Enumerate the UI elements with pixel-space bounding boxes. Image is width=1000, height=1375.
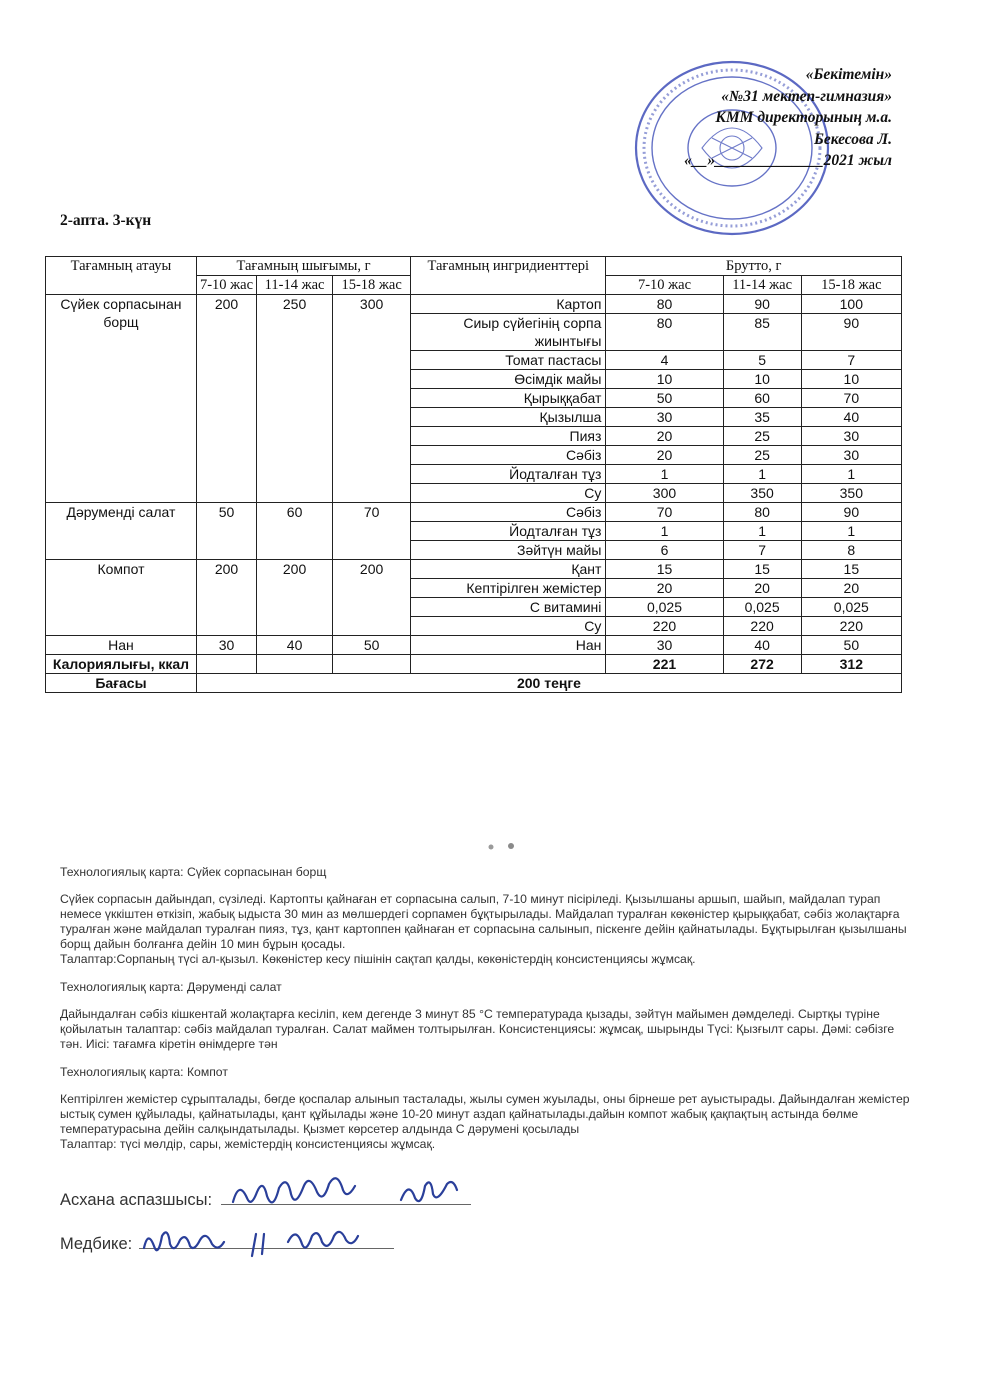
ingredient-brutto: 350 <box>723 484 801 503</box>
ingredient-brutto: 50 <box>606 389 723 408</box>
ingredient-brutto: 4 <box>606 351 723 370</box>
header-ingredients: Тағамның ингридиенттері <box>411 257 606 295</box>
table-row <box>46 636 902 655</box>
ingredient-brutto: 1 <box>606 465 723 484</box>
ingredient-brutto: 1 <box>723 465 801 484</box>
ingredient-brutto: 15 <box>801 560 901 579</box>
ingredient-brutto: 25 <box>723 427 801 446</box>
scan-dots <box>485 840 525 854</box>
tech-card-requirements: Талаптар: түсі мөлдір, сары, жемістердің консистенциясы жұмсақ. <box>60 1137 436 1151</box>
ingredient-brutto: 220 <box>606 617 723 636</box>
ingredient-name: Нан <box>411 636 606 655</box>
ingredient-name: Томат пастасы <box>411 351 606 370</box>
ingredient-brutto: 350 <box>801 484 901 503</box>
ingredient-brutto: 300 <box>606 484 723 503</box>
ingredient-brutto: 10 <box>801 370 901 389</box>
dish-output: 70 <box>333 503 411 560</box>
dish-name: Сүйек сорпасынан борщ <box>46 295 197 503</box>
header-output: Тағамның шығымы, г <box>196 257 410 276</box>
cook-signature <box>225 1170 495 1220</box>
ingredient-brutto: 40 <box>801 408 901 427</box>
ingredient-name: Йодталған тұз <box>411 522 606 541</box>
table-row <box>46 503 902 522</box>
ingredient-brutto: 70 <box>606 503 723 522</box>
header-age: 7-10 жас <box>196 276 256 295</box>
dish-output: 200 <box>257 560 333 636</box>
ingredient-brutto: 20 <box>606 579 723 598</box>
header-age: 15-18 жас <box>801 276 901 295</box>
calories-value: 221 <box>606 655 723 674</box>
empty-cell <box>411 655 606 674</box>
dish-output: 40 <box>257 636 333 655</box>
ingredient-brutto: 40 <box>723 636 801 655</box>
ingredient-brutto: 90 <box>801 503 901 522</box>
ingredient-name: Сәбіз <box>411 503 606 522</box>
approval-block <box>684 64 892 172</box>
ingredient-name: Қырыққабат <box>411 389 606 408</box>
ingredient-name: Сиыр сүйегінің сорпа жиынтығы <box>411 314 606 351</box>
tech-card-body: Дайындалған сәбіз кішкентай жолақтарға кесіліп, кем дегенде 3 минут 85 °С температурада қызады, зәйтүн майымен дәмделеді. Сыртқы түріне қойылатын талаптар: сәбіз майдалап туралған. Салат маймен толтырылған. Консистенциясы: жұмсақ, шырынды Түсі: Қызғылт сары. Дәмі: сәбізге тән. Иісі: тағамға кіретін өнімдерге тән <box>60 1007 895 1051</box>
ingredient-brutto: 8 <box>801 541 901 560</box>
tech-card-body: Кептірілген жемістер сұрыпталады, бөгде қоспалар алынып тасталады, жылы сумен жуылады, оны бірнеше рет ауыстырады. Дайындалған жемістер ыстық сумен құйылады, қайнатылады, қант құйылады және 10-20 минут аздап қайнатылады.дайын компот жабық қақпақтың астында бөлме температурасына дейін салқындатылады. Қызмет көрсетер алдында С дәрумені қосылады <box>60 1092 910 1136</box>
ingredient-brutto: 80 <box>606 314 723 351</box>
dish-output: 250 <box>257 295 333 503</box>
menu-table <box>45 256 902 693</box>
ingredient-brutto: 50 <box>801 636 901 655</box>
approval-line-2: «№31 мектеп-гимназия» <box>721 87 892 105</box>
price-label: Бағасы <box>46 674 197 693</box>
ingredient-name: Су <box>411 484 606 503</box>
calories-row <box>46 655 902 674</box>
ingredient-brutto: 100 <box>801 295 901 314</box>
ingredient-brutto: 5 <box>723 351 801 370</box>
tech-card-body: Сүйек сорпасын дайындап, сүзіледі. Картопты қайнаған ет сорпасына салып, 7-10 минут пісіріледі. Қызылшаны аршып, шайып, майдалап турап немесе үккіштен өткізіп, жабық ыдыста 30 мин аз мөлшердегі сорпамен бұқтырылады. Майдалап туралған көкөністер қырыққабат, сәбіз жолақтарға туралған және майдалап туралған пияз, тұз, қант картоппен қайнаған ет сорпасына салынып, піскенге дейін қайнатылады. Бұқтырылған қызылшаны борщ дайын болғанға дейін 10 мин бұрын қосады. <box>60 892 907 951</box>
ingredient-brutto: 220 <box>801 617 901 636</box>
ingredient-name: Су <box>411 617 606 636</box>
ingredient-name: Сәбіз <box>411 446 606 465</box>
ingredient-brutto: 1 <box>606 522 723 541</box>
ingredient-brutto: 85 <box>723 314 801 351</box>
empty-cell <box>196 655 256 674</box>
calories-value: 272 <box>723 655 801 674</box>
ingredient-brutto: 25 <box>723 446 801 465</box>
menu-body <box>46 295 902 693</box>
dish-output: 300 <box>333 295 411 503</box>
table-row <box>46 560 902 579</box>
ingredient-brutto: 60 <box>723 389 801 408</box>
ingredient-brutto: 7 <box>801 351 901 370</box>
header-age: 11-14 жас <box>257 276 333 295</box>
ingredient-brutto: 7 <box>723 541 801 560</box>
header-row-1 <box>46 257 902 276</box>
dish-output: 50 <box>196 503 256 560</box>
ingredient-brutto: 30 <box>801 427 901 446</box>
tech-card-title: Технологиялық карта: Компот <box>60 1065 228 1079</box>
ingredient-brutto: 10 <box>606 370 723 389</box>
ingredient-brutto: 90 <box>801 314 901 351</box>
ingredient-brutto: 10 <box>723 370 801 389</box>
ingredient-brutto: 15 <box>723 560 801 579</box>
header-age: 11-14 жас <box>723 276 801 295</box>
ingredient-brutto: 0,025 <box>723 598 801 617</box>
cook-label: Асхана аспазшысы: <box>60 1191 213 1209</box>
tech-card-requirements: Талаптар:Сорпаның түсі ал-қызыл. Көкөністер кесу пішінін сақтап қалды, көкөністердің консистенциясы жұмсақ. <box>60 952 696 966</box>
ingredient-brutto: 30 <box>606 408 723 427</box>
ingredient-name: С витамині <box>411 598 606 617</box>
dish-name: Компот <box>46 560 197 636</box>
header-age: 7-10 жас <box>606 276 723 295</box>
approval-line-3: КММ директорының м.а. <box>715 109 892 126</box>
ingredient-brutto: 20 <box>606 427 723 446</box>
ingredient-brutto: 20 <box>606 446 723 465</box>
price-value: 200 теңге <box>196 674 901 693</box>
ingredient-name: Картоп <box>411 295 606 314</box>
dish-output: 30 <box>196 636 256 655</box>
dish-output: 60 <box>257 503 333 560</box>
ingredient-name: Йодталған тұз <box>411 465 606 484</box>
ingredient-brutto: 30 <box>606 636 723 655</box>
ingredient-brutto: 0,025 <box>801 598 901 617</box>
dish-output: 200 <box>196 560 256 636</box>
table-row <box>46 295 902 314</box>
ingredient-brutto: 6 <box>606 541 723 560</box>
price-row <box>46 674 902 693</box>
ingredient-name: Қант <box>411 560 606 579</box>
ingredient-name: Кептірілген жемістер <box>411 579 606 598</box>
ingredient-name: Өсімдік майы <box>411 370 606 389</box>
dish-output: 50 <box>333 636 411 655</box>
ingredient-brutto: 1 <box>801 522 901 541</box>
ingredient-name: Зәйтүн майы <box>411 541 606 560</box>
ingredient-brutto: 20 <box>723 579 801 598</box>
ingredient-brutto: 0,025 <box>606 598 723 617</box>
dish-name: Дәруменді салат <box>46 503 197 560</box>
header-dish-name: Тағамның атауы <box>46 257 197 295</box>
empty-cell <box>257 655 333 674</box>
ingredient-brutto: 220 <box>723 617 801 636</box>
ingredient-brutto: 20 <box>801 579 901 598</box>
nurse-label: Медбике: <box>60 1235 133 1253</box>
tech-card-title: Технологиялық карта: Дәруменді салат <box>60 980 282 994</box>
empty-cell <box>333 655 411 674</box>
ingredient-brutto: 80 <box>606 295 723 314</box>
tech-cards <box>60 865 910 1165</box>
ingredient-name: Пияз <box>411 427 606 446</box>
ingredient-brutto: 70 <box>801 389 901 408</box>
calories-label: Калориялығы, ккал <box>46 655 197 674</box>
approval-line-1: «Бекітемін» <box>805 66 892 83</box>
header-age: 15-18 жас <box>333 276 411 295</box>
ingredient-brutto: 90 <box>723 295 801 314</box>
header-brutto: Брутто, г <box>606 257 902 276</box>
dish-name: Нан <box>46 636 197 655</box>
ingredient-name: Қызылша <box>411 408 606 427</box>
nurse-signature <box>138 1222 408 1266</box>
approval-line-5: «__»______________2021 жыл <box>684 152 892 169</box>
day-title: 2-апта. 3-күн <box>60 212 152 229</box>
tech-card-title: Технологиялық карта: Сүйек сорпасынан борщ <box>60 865 327 879</box>
ingredient-brutto: 15 <box>606 560 723 579</box>
approval-line-4: Бекесова Л. <box>814 130 892 148</box>
ingredient-brutto: 30 <box>801 446 901 465</box>
calories-value: 312 <box>801 655 901 674</box>
dish-output: 200 <box>333 560 411 636</box>
ingredient-brutto: 35 <box>723 408 801 427</box>
ingredient-brutto: 1 <box>801 465 901 484</box>
ingredient-brutto: 1 <box>723 522 801 541</box>
ingredient-brutto: 80 <box>723 503 801 522</box>
dish-output: 200 <box>196 295 256 503</box>
